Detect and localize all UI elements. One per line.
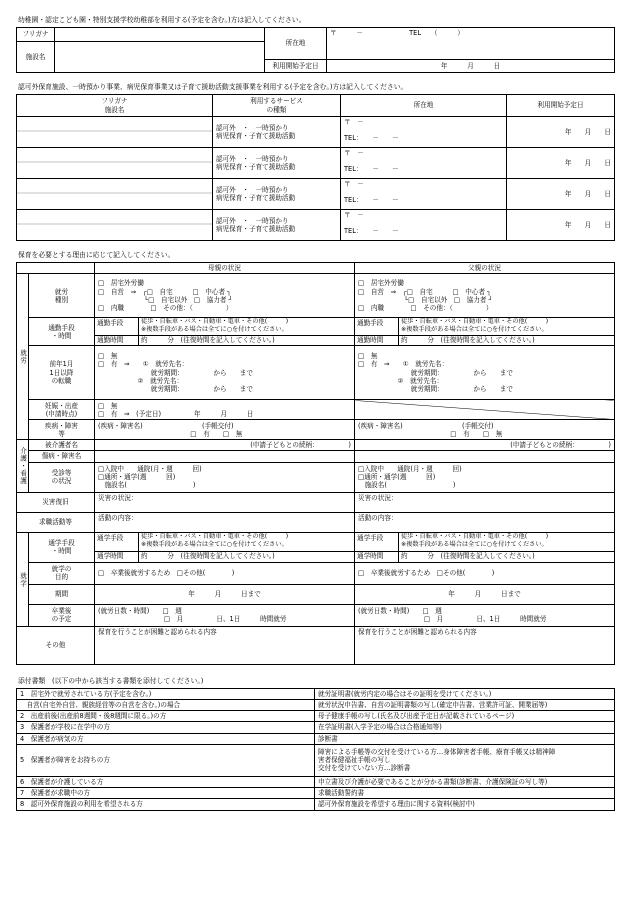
facility-entry-2[interactable] xyxy=(17,148,213,179)
attachment-row xyxy=(17,799,615,810)
father-commute-time-label: 通勤時間 xyxy=(355,336,399,345)
father-purpose[interactable]: □ 卒業後就労するため □その他( ) xyxy=(355,562,615,584)
attachment-document: 申立書及び介護が必要であることが分かる書類(診断書、介護保険証の写し等) xyxy=(315,776,615,787)
pregnancy-label: 妊娠・出産 (申請時点) xyxy=(29,400,95,420)
mother-care-ill[interactable] xyxy=(95,451,355,462)
unlicensed-care-table xyxy=(16,94,615,241)
facility-entry-1[interactable] xyxy=(17,117,213,148)
attachment-case: 6 保護者が介護している方 xyxy=(17,776,315,787)
mother-commute-means[interactable]: 徒歩・自転車・バス・自動車・電車・その他( ) ※複数手段がある場合は全てに○を付けてください。 xyxy=(141,318,289,334)
mother-commute-means-label: 通勤手段 xyxy=(95,318,139,335)
attachment-row xyxy=(17,688,615,699)
attachment-case: 5 保護者が障害をお持ちの方 xyxy=(17,744,315,776)
period-label: 期間 xyxy=(29,584,95,604)
col-furigana: フリガナ xyxy=(101,97,128,106)
tel: TEL： － － xyxy=(344,227,399,236)
location-label: 所在地 xyxy=(265,28,327,60)
service-line1[interactable]: 認可外 ・ 一時預かり xyxy=(216,154,289,163)
care-status-label: 受診等 の状況 xyxy=(29,462,95,492)
service-line2[interactable]: 病児保育・子育て援助活動 xyxy=(216,132,296,140)
attachment-document: 母子健康手帳の写し(氏名及び出産予定日が記載されているページ) xyxy=(315,711,615,722)
tel: TEL： － － xyxy=(344,165,399,174)
mother-header: 母親の状況 xyxy=(95,263,355,274)
start-date-3[interactable]: 年 月 日 xyxy=(507,179,615,210)
attachment-row xyxy=(17,744,615,776)
start-date-label: 利用開始予定日 xyxy=(265,60,327,73)
father-commute-means-label: 通勤手段 xyxy=(355,318,399,335)
attachment-document: 診断書 xyxy=(315,733,615,744)
father-header: 父親の状況 xyxy=(355,263,615,274)
service-line1[interactable]: 認可外 ・ 一時預かり xyxy=(216,216,289,225)
start-date-1[interactable]: 年 月 日 xyxy=(507,117,615,148)
attachment-document: 就労証明書(就労内定の場合はその証明を受けてください。) xyxy=(315,688,615,699)
attachments-table xyxy=(16,688,615,811)
care-category: 介護・看護 xyxy=(17,440,29,492)
attachment-case: 3 保護者が学校に在学中の方 xyxy=(17,722,315,733)
col-facility: 施設名 xyxy=(104,105,125,114)
care-ill-label: 傷病・障害名 xyxy=(29,451,95,462)
attachment-row xyxy=(17,711,615,722)
attachment-row xyxy=(17,788,615,799)
furigana-field[interactable] xyxy=(55,28,265,42)
mother-commute-time-label: 通勤時間 xyxy=(95,336,139,345)
father-care-name[interactable]: (申請子どもとの続柄： ) xyxy=(355,440,615,451)
mother-work-type[interactable]: □ 居宅外労働 □ 自営 ⇒ ┌□ 自宅 □ 中心者 ┐ └□ 自宅以外 □ 協力者 ┘ □ 内職 □ その他：（ ） xyxy=(95,274,355,318)
work-type-label: 就労 種別 xyxy=(29,274,95,318)
attachment-row xyxy=(17,733,615,744)
facility-field[interactable] xyxy=(55,42,265,73)
mother-illness[interactable]: (疾病・障害名) (手帳交付) □ 有 □ 無 xyxy=(95,420,355,440)
attachment-row xyxy=(17,776,615,787)
reason-table xyxy=(16,262,615,665)
furigana-label: フリガナ xyxy=(17,28,55,42)
purpose-label: 就学の 目的 xyxy=(29,562,95,584)
col-start: 利用開始予定日 xyxy=(507,95,615,117)
section4-title: 添付書類 (以下の中から該当する書類を添付してください。) xyxy=(18,676,204,685)
service-line1[interactable]: 認可外 ・ 一時預かり xyxy=(216,185,289,194)
father-school-time[interactable]: 約 分 (往復時間を記入してください。) xyxy=(401,551,535,560)
mother-disaster[interactable]: 災害の状況： xyxy=(95,492,355,512)
section2-title: 認可外保育施設、一時預かり事業、病児保育事業又は子育て援助活動支援事業を利用する(予定を含む。)方は記入してください。 xyxy=(18,83,408,91)
father-school-time-label: 通学時間 xyxy=(355,552,399,562)
care-name-label: 被介護者名 xyxy=(29,440,95,451)
mother-prev-job[interactable]: □ 無 □ 有 ⇒ ① 就労先名： 就労期間： から まで ② 就労先名： 就労期間： から まで xyxy=(95,346,355,400)
service-line1[interactable]: 認可外 ・ 一時預かり xyxy=(216,123,289,132)
col-location: 所在地 xyxy=(341,95,507,117)
attachment-case: 自営(自宅外自営、親族経営等の自営を含む。)の場合 xyxy=(17,699,315,710)
mother-pregnancy[interactable]: □ 無 □ 有 ⇒ (予定日) 年 月 日 xyxy=(95,400,355,420)
service-line2[interactable]: 病児保育・子育て援助活動 xyxy=(216,225,296,233)
mother-care-status[interactable]: □入院中 通院(月・週 回) □通所・通学(週 回) 施設名( ) xyxy=(95,462,355,492)
disaster-label: 災害復旧 xyxy=(17,492,95,512)
mother-care-name[interactable]: (申請子どもとの続柄： ) xyxy=(95,440,355,451)
attachment-document: 在学証明書(入学予定の場合は合格通知等) xyxy=(315,722,615,733)
mother-job-seeking[interactable]: 活動の内容： xyxy=(95,512,355,532)
start-date-field[interactable]: 年 月 日 xyxy=(327,60,615,73)
facility-entry-4[interactable] xyxy=(17,210,213,241)
start-date-4[interactable]: 年 月 日 xyxy=(507,210,615,241)
address-field[interactable]: 〒 － TEL （ ） xyxy=(327,28,615,60)
job-seeking-label: 求職活動等 xyxy=(17,512,95,532)
father-job-seeking[interactable]: 活動の内容： xyxy=(355,512,615,532)
father-period[interactable]: 年 月 日まで xyxy=(355,584,615,604)
section3-title: 保育を必要とする理由に応じて記入してください。 xyxy=(18,251,175,259)
attachment-document: 認可外保育施設を希望する理由に関する資料(検討中) xyxy=(315,799,615,810)
work-category: 就労 xyxy=(17,274,29,440)
father-illness[interactable]: (疾病・障害名) (手帳交付) □ 有 □ 無 xyxy=(355,420,615,440)
start-date-2[interactable]: 年 月 日 xyxy=(507,148,615,179)
facility-entry-3[interactable] xyxy=(17,179,213,210)
tel: TEL： － － xyxy=(344,196,399,205)
mother-other[interactable]: 保育を行うことが困難と認められる内容 xyxy=(95,626,355,664)
mother-commute-time[interactable]: 約 分 (往復時間を記入してください。) xyxy=(141,336,275,345)
mother-period[interactable]: 年 月 日まで xyxy=(95,584,355,604)
kindergarten-table xyxy=(16,27,615,73)
father-care-status[interactable]: □入院中 通院(月・週 回) □通所・通学(週 回) 施設名( ) xyxy=(355,462,615,492)
other-label: その他 xyxy=(17,626,95,664)
father-other[interactable]: 保育を行うことが困難と認められる内容 xyxy=(355,626,615,664)
attachment-case: 2 出産前後(出産前8週間・後8週間に限る。)の方 xyxy=(17,711,315,722)
mother-purpose[interactable]: □ 卒業後就労するため □その他( ) xyxy=(95,562,355,584)
father-commute-means[interactable]: 徒歩・自転車・バス・自動車・電車・その他( ) ※複数手段がある場合は全てに○を付けてください。 xyxy=(401,318,549,334)
attachment-case: 1 居宅外で就労されている方(予定を含む。) xyxy=(17,688,315,699)
attachment-document: 就労状況申告書、自営の証明書類の写し(確定申告書、営業許可証、開業届等) xyxy=(315,699,615,710)
father-care-ill[interactable] xyxy=(355,451,615,462)
father-work-type[interactable]: □ 居宅外労働 □ 自営 ⇒ ┌□ 自宅 □ 中心者 ┐ └□ 自宅以外 □ 協力者 ┘ □ 内職 □ その他：（ ） xyxy=(355,274,615,318)
illness-label: 疾病・障害 等 xyxy=(29,420,95,440)
attachment-document: 障害による手帳等の交付を受けている方…身体障害者手帳、療育手帳又は精神障 害者保健福祉手帳の写し 交付を受けていない方…診断書 xyxy=(315,744,615,776)
father-prev-job[interactable]: □ 無 □ 有 ⇒ ① 就労先名： 就労期間： から まで ② 就労先名： 就労期間： から まで xyxy=(355,346,615,400)
attachment-row xyxy=(17,722,615,733)
service-line2[interactable]: 病児保育・子育て援助活動 xyxy=(216,163,296,171)
mother-after-grad[interactable]: (就労日数・時間) □ 週 □ 月 日、1日 時間就労 xyxy=(95,604,355,626)
facility-label: 施設名 xyxy=(17,42,55,73)
prev-job-label: 前年1月 1日以降 の転職 xyxy=(29,346,95,400)
father-after-grad[interactable]: (就労日数・時間) □ 週 □ 月 日、1日 時間就労 xyxy=(355,604,615,626)
father-disaster[interactable]: 災害の状況： xyxy=(355,492,615,512)
commute-label: 通勤手段 ・時間 xyxy=(29,318,95,346)
attachment-case: 7 保護者が求職中の方 xyxy=(17,788,315,799)
postal: 〒 － xyxy=(344,180,364,188)
after-grad-label: 卒業後 の予定 xyxy=(29,604,95,626)
attachment-document: 求職活動誓約書 xyxy=(315,788,615,799)
mother-school-means[interactable]: 徒歩・自転車・バス・自動車・電車・その他( ) ※複数手段がある場合は全てに○を付けてください。 xyxy=(141,532,289,548)
father-school-means[interactable]: 徒歩・自転車・バス・自動車・電車・その他( ) ※複数手段がある場合は全てに○を付けてください。 xyxy=(401,532,549,548)
postal: 〒 － xyxy=(344,118,364,126)
father-pregnancy-na xyxy=(355,400,615,420)
study-category: 就学 xyxy=(17,532,29,626)
attachment-case: 4 保護者が病気の方 xyxy=(17,733,315,744)
school-commute-label: 通学手段 ・時間 xyxy=(29,532,95,562)
mother-school-means-label: 通学手段 xyxy=(95,533,139,551)
service-line2[interactable]: 病児保育・子育て援助活動 xyxy=(216,194,296,202)
attachment-case: 8 認可外保育施設の利用を希望される方 xyxy=(17,799,315,810)
tel: TEL： － － xyxy=(344,134,399,143)
postal: 〒 － xyxy=(344,149,364,157)
mother-school-time[interactable]: 約 分 (往復時間を記入してください。) xyxy=(141,551,275,560)
father-school-means-label: 通学手段 xyxy=(355,533,399,551)
col-service: 利用するサービス の種類 xyxy=(213,95,341,117)
father-commute-time[interactable]: 約 分 (往復時間を記入してください。) xyxy=(401,336,535,345)
section1-title: 幼稚園・認定こども園・特別支援学校幼稚部を利用する(予定を含む。)方は記入してください。 xyxy=(18,16,306,24)
attachment-row xyxy=(17,699,615,710)
mother-school-time-label: 通学時間 xyxy=(95,552,139,562)
postal: 〒 － xyxy=(344,211,364,219)
